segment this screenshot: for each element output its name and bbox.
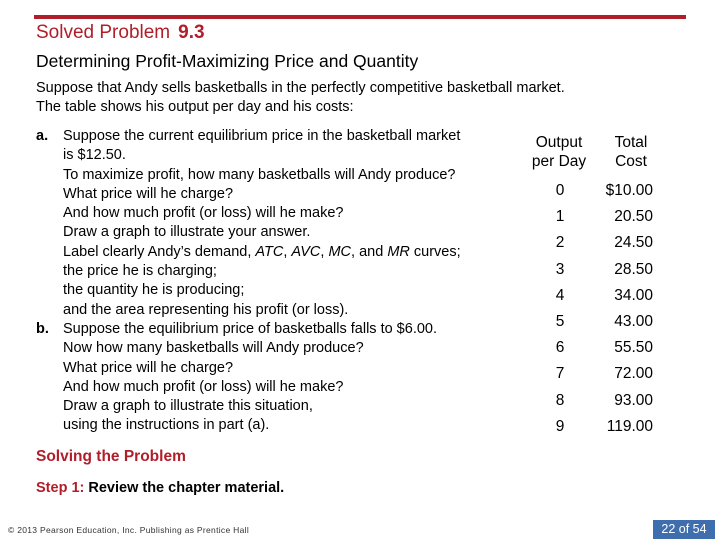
question-line: the quantity he is producing; [63, 282, 245, 299]
copyright-notice: © 2013 Pearson Education, Inc. Publishing as Prentice Hall [8, 525, 250, 535]
step-text: Review the chapter material. [88, 480, 285, 496]
table-row [520, 208, 664, 228]
question-letter: b. [36, 320, 49, 337]
question-line: is $12.50. [63, 147, 126, 164]
header-line: Total [614, 134, 648, 151]
output-cell: 8 [555, 391, 565, 409]
output-cell: 5 [555, 313, 565, 330]
page-indicator[interactable]: 22 of 54 [653, 520, 715, 539]
question-line: Suppose the current equilibrium price in the basketball market [63, 128, 461, 144]
question-line: Draw a graph to illustrate your answer. [63, 224, 311, 241]
solving-heading: Solving the Problem [36, 448, 186, 465]
table-row [520, 365, 664, 385]
question-line: using the instructions in part (a). [63, 417, 270, 434]
slide-title [36, 22, 205, 44]
table-row [520, 339, 664, 359]
question-line: the price he is charging; [63, 263, 217, 280]
intro-text [36, 79, 565, 117]
question-line: And how much profit (or loss) will he make? [63, 205, 344, 222]
question-line: and the area representing his profit (or loss). [63, 301, 349, 318]
header-line: Cost [615, 153, 647, 170]
total-cost-cell: 55.50 [614, 339, 653, 357]
question-line: Draw a graph to illustrate this situation, [63, 398, 313, 415]
table-row [520, 234, 664, 254]
output-cell: 7 [555, 365, 565, 383]
header-line: Output [535, 134, 583, 151]
table-row [520, 182, 664, 202]
slide-subtitle: Determining Profit-Maximizing Price and Quantity [36, 51, 419, 71]
total-cost-cell: 72.00 [614, 365, 653, 383]
table-row [520, 261, 664, 281]
column-header-total-cost [598, 133, 664, 171]
output-cell: 0 [555, 182, 565, 199]
question-line: Label clearly Andy’s demand, ATC, AVC, MC, and MR curves; [63, 243, 461, 260]
intro-line: Suppose that Andy sells basketballs in the perfectly competitive basketball market. [36, 80, 565, 96]
question-a-text [63, 127, 461, 320]
intro-line: The table shows his output per day and his costs: [36, 99, 354, 115]
table-row [520, 392, 664, 412]
title-number: 9.3 [178, 22, 205, 43]
total-cost-cell: $10.00 [605, 182, 653, 199]
table-row [520, 313, 664, 333]
total-cost-cell: 93.00 [614, 391, 653, 409]
question-list [36, 127, 461, 436]
column-header-output [520, 133, 598, 171]
output-cell: 9 [555, 417, 565, 435]
question-b-text [63, 320, 437, 436]
table-row [520, 418, 664, 438]
title-prefix: Solved Problem [36, 22, 171, 43]
output-cell: 4 [555, 286, 565, 304]
total-cost-cell: 28.50 [614, 260, 653, 278]
title-rule [34, 15, 686, 19]
question-line: Now how many basketballs will Andy produce? [63, 340, 364, 357]
question-letter: a. [36, 128, 49, 144]
question-line: And how much profit (or loss) will he make? [63, 378, 344, 395]
question-b [36, 320, 461, 436]
table-row [520, 287, 664, 307]
step-label: Step 1: [36, 480, 85, 496]
output-cell: 2 [555, 234, 565, 252]
question-line: Suppose the equilibrium price of basketballs falls to $6.00. [63, 320, 437, 337]
question-line: To maximize profit, how many basketballs will Andy produce? [63, 166, 456, 183]
total-cost-cell: 24.50 [614, 234, 653, 252]
step-1 [36, 480, 284, 496]
total-cost-cell: 34.00 [614, 286, 653, 304]
total-cost-cell: 20.50 [614, 208, 653, 226]
question-line: What price will he charge? [63, 359, 234, 376]
question-line: What price will he charge? [63, 185, 234, 202]
total-cost-cell: 43.00 [614, 313, 653, 330]
output-cell: 1 [555, 208, 565, 226]
total-cost-cell: 119.00 [606, 417, 653, 435]
output-cell: 6 [555, 339, 565, 357]
question-a [36, 127, 461, 320]
output-cell: 3 [555, 260, 565, 278]
header-line: per Day [531, 153, 587, 170]
